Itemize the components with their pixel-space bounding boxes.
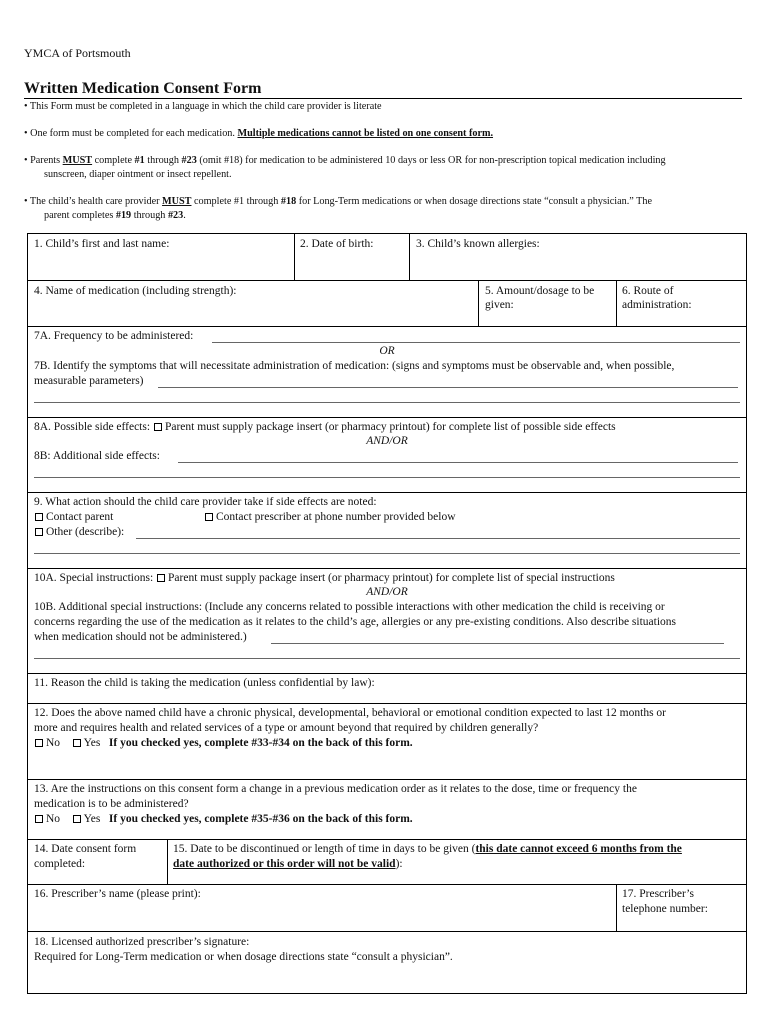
option-12-yes-label: Yes bbox=[83, 737, 101, 749]
row-divider bbox=[28, 703, 746, 704]
checkbox-other[interactable] bbox=[35, 528, 43, 536]
instruction-provider-must: MUST bbox=[162, 196, 192, 207]
field-15-warning: this date cannot exceed 6 months from the bbox=[475, 843, 682, 855]
field-11-label: 11. Reason the child is taking the medication (unless confidential by law): bbox=[34, 677, 375, 689]
field-5-label-2: given: bbox=[485, 299, 514, 311]
field-12-options bbox=[34, 736, 413, 751]
field-7a-label: 7A. Frequency to be administered: bbox=[34, 330, 194, 342]
field-6-label-2: administration: bbox=[622, 299, 692, 311]
field-16-label: 16. Prescriber’s name (please print): bbox=[34, 888, 201, 900]
organization-name: YMCA of Portsmouth bbox=[24, 46, 131, 60]
field-7a-line[interactable] bbox=[212, 342, 740, 343]
field-14-label-2: completed: bbox=[34, 858, 86, 870]
field-4-label: 4. Name of medication (including strength): bbox=[34, 285, 237, 297]
field-3-label: 3. Child’s known allergies: bbox=[416, 238, 540, 250]
row-divider bbox=[28, 568, 746, 569]
field-15-label-text: 15. Date to be discontinued or length of time in days to be given ( bbox=[173, 843, 476, 855]
instruction-provider-text-4: parent completes bbox=[44, 209, 116, 221]
checkbox-12-no[interactable] bbox=[35, 739, 43, 747]
row-divider bbox=[28, 326, 746, 327]
instruction-parents bbox=[24, 154, 742, 181]
option-contact-prescriber-label: Contact prescriber at phone number provided below bbox=[216, 511, 456, 523]
field-10b-label-2: concerns regarding the use of the medication as it relates to the child’s age, allergies or any pre-existing conditions. Also describe situations bbox=[34, 616, 677, 628]
instruction-parents-must: MUST bbox=[62, 155, 93, 166]
field-7b-label: 7B. Identify the symptoms that will necessitate administration of medication: (signs and symptoms must be observable and, when possible, bbox=[34, 360, 675, 372]
field-1-label: 1. Child’s first and last name: bbox=[34, 238, 170, 250]
row-divider bbox=[28, 884, 746, 885]
field-12-label: 12. Does the above named child have a chronic physical, developmental, behavioral or emotional condition expected to last 12 months or bbox=[34, 707, 666, 719]
instruction-parents-text-3: through bbox=[144, 155, 182, 166]
field-9-line-2[interactable] bbox=[34, 553, 740, 554]
field-9-other-line[interactable] bbox=[136, 538, 740, 539]
field-17-label-2: telephone number: bbox=[622, 903, 708, 915]
instruction-parents-n23: #23 bbox=[181, 155, 197, 166]
checkbox-13-no[interactable] bbox=[35, 815, 43, 823]
checkbox-13-yes[interactable] bbox=[73, 815, 81, 823]
instruction-provider-text-5: through bbox=[131, 209, 168, 221]
field-18-note: Required for Long-Term medication or when dosage directions state “consult a physician”. bbox=[34, 951, 453, 963]
divider bbox=[167, 839, 168, 884]
field-12-note: If you checked yes, complete #33-#34 on the back of this form. bbox=[108, 737, 413, 749]
andor-separator-2: AND/OR bbox=[366, 586, 408, 598]
divider bbox=[409, 234, 410, 280]
field-15-label-2 bbox=[173, 857, 403, 872]
field-15-warning-2: date authorized or this order will not be valid bbox=[173, 858, 396, 870]
divider bbox=[294, 234, 295, 280]
field-8a-option-text: Parent must supply package insert (or pharmacy printout) for complete list of possible side effects bbox=[164, 421, 616, 433]
field-7b-label-2: measurable parameters) bbox=[34, 375, 144, 387]
row-divider bbox=[28, 779, 746, 780]
divider bbox=[616, 280, 617, 326]
option-13-yes-label: Yes bbox=[83, 813, 101, 825]
instruction-parents-text: • Parents bbox=[24, 155, 63, 166]
field-13-options bbox=[34, 812, 413, 827]
field-8a-label bbox=[34, 420, 616, 435]
checkbox-8a[interactable] bbox=[154, 423, 162, 431]
field-10b-line[interactable] bbox=[271, 643, 724, 644]
checkbox-12-yes[interactable] bbox=[73, 739, 81, 747]
row-divider bbox=[28, 492, 746, 493]
instruction-provider-text: • The child’s health care provider bbox=[24, 196, 163, 207]
field-14-label: 14. Date consent form bbox=[34, 843, 137, 855]
instruction-provider bbox=[24, 195, 742, 222]
option-contact-prescriber[interactable] bbox=[204, 510, 456, 525]
consent-form-table bbox=[27, 233, 747, 994]
field-8a-label-text: 8A. Possible side effects: bbox=[34, 421, 153, 433]
instruction-one-form bbox=[24, 127, 742, 141]
field-13-label-2: medication is to be administered? bbox=[34, 798, 189, 810]
instruction-provider-continued bbox=[24, 209, 742, 223]
instruction-provider-text-6: . bbox=[183, 209, 186, 221]
instruction-parents-continued: sunscreen, diaper ointment or insect repellent. bbox=[44, 168, 232, 180]
row-divider bbox=[28, 931, 746, 932]
row-divider bbox=[28, 673, 746, 674]
option-contact-parent-label: Contact parent bbox=[46, 511, 114, 523]
instruction-provider-n19: #19 bbox=[115, 209, 132, 221]
instruction-one-form-text: • One form must be completed for each medication. bbox=[24, 128, 238, 139]
or-separator: OR bbox=[379, 345, 395, 357]
divider bbox=[478, 280, 479, 326]
instruction-one-form-emphasis: Multiple medications cannot be listed on one consent form. bbox=[237, 128, 494, 139]
andor-separator: AND/OR bbox=[366, 435, 408, 447]
checkbox-contact-prescriber[interactable] bbox=[205, 513, 213, 521]
instruction-language: • This Form must be completed in a language in which the child care provider is literate bbox=[24, 101, 382, 112]
field-8b-line[interactable] bbox=[178, 462, 738, 463]
field-15-label-end: ): bbox=[395, 858, 403, 870]
instruction-provider-text-3: for Long-Term medications or when dosage directions state “consult a physician.” The bbox=[296, 196, 652, 207]
field-7b-line-2[interactable] bbox=[34, 402, 740, 403]
field-12-label-2: more and requires health and related services of a type or amount beyond that required by children generally? bbox=[34, 722, 539, 734]
instruction-parents-text-4: (omit #18) for medication to be administered 10 days or less OR for non-prescription topical medication including bbox=[196, 155, 666, 166]
field-13-note: If you checked yes, complete #35-#36 on the back of this form. bbox=[108, 813, 413, 825]
field-18-label: 18. Licensed authorized prescriber’s signature: bbox=[34, 936, 250, 948]
field-10a-option-text: Parent must supply package insert (or pharmacy printout) for complete list of special instructions bbox=[168, 572, 615, 584]
field-9-label: 9. What action should the child care provider take if side effects are noted: bbox=[34, 496, 377, 508]
field-10b-label: 10B. Additional special instructions: (Include any concerns related to possible interactions with other medication the child is receiving or bbox=[34, 601, 665, 613]
title-divider bbox=[24, 98, 742, 99]
field-10a-label-text: 10A. Special instructions: bbox=[34, 572, 157, 584]
field-6-label: 6. Route of bbox=[622, 285, 674, 297]
field-10a-label bbox=[34, 571, 615, 586]
field-17-label: 17. Prescriber’s bbox=[622, 888, 694, 900]
field-2-label: 2. Date of birth: bbox=[300, 238, 374, 250]
instruction-provider-text-2: complete #1 through bbox=[191, 196, 281, 207]
field-13-label: 13. Are the instructions on this consent form a change in a previous medication order as it relates to the dose, time or frequency the bbox=[34, 783, 637, 795]
field-7b-line[interactable] bbox=[158, 387, 738, 388]
instruction-provider-n23: #23 bbox=[167, 209, 184, 221]
instruction-parents-n1: #1 bbox=[134, 155, 145, 166]
checkbox-contact-parent[interactable] bbox=[35, 513, 43, 521]
row-divider bbox=[28, 417, 746, 418]
field-5-label: 5. Amount/dosage to be bbox=[485, 285, 595, 297]
field-10b-line-2[interactable] bbox=[34, 658, 740, 659]
option-other-label: Other (describe): bbox=[46, 526, 125, 538]
row-divider bbox=[28, 839, 746, 840]
option-other[interactable] bbox=[34, 525, 124, 540]
instruction-provider-n18: #18 bbox=[280, 196, 297, 207]
form-title: Written Medication Consent Form bbox=[24, 80, 262, 97]
option-12-no-label: No bbox=[46, 737, 61, 749]
field-15-label bbox=[173, 842, 682, 857]
option-13-no-label: No bbox=[46, 813, 61, 825]
field-8b-label: 8B: Additional side effects: bbox=[34, 450, 160, 462]
option-contact-parent[interactable] bbox=[34, 510, 113, 525]
checkbox-10a[interactable] bbox=[157, 574, 165, 582]
divider bbox=[616, 884, 617, 931]
field-8b-line-2[interactable] bbox=[34, 477, 740, 478]
instruction-parents-text-2: complete bbox=[92, 155, 135, 166]
row-divider bbox=[28, 280, 746, 281]
field-10b-label-3: when medication should not be administered.) bbox=[34, 631, 247, 643]
